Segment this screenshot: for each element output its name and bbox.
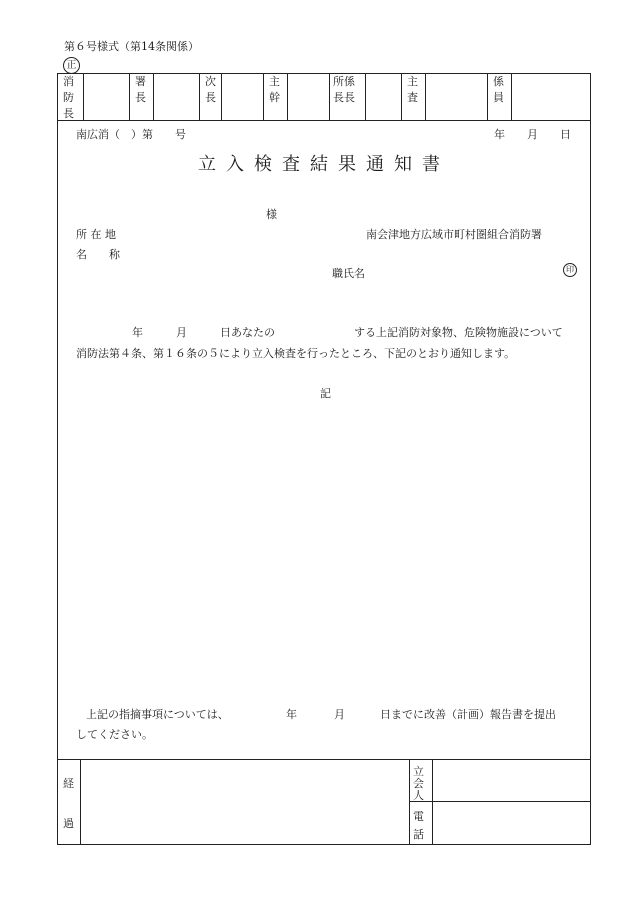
issue-date: 年 月 日 <box>494 128 571 141</box>
closing-month: 月 <box>334 708 345 721</box>
notice-body-frame <box>57 120 591 760</box>
witness-label-1: 立 <box>413 765 424 778</box>
approval-box-chief[interactable] <box>84 74 130 120</box>
form-number: 第６号様式（第14条関係） <box>64 40 199 53</box>
approval-box-section[interactable] <box>366 74 402 120</box>
addressee-honorific: 様 <box>266 208 277 221</box>
approval-label-station: 署 長 <box>130 74 154 120</box>
closing-year: 年 <box>286 708 297 721</box>
approval-box-staff[interactable] <box>512 74 590 120</box>
approval-box-deputy[interactable] <box>222 74 264 120</box>
phone-label-2: 話 <box>413 828 424 841</box>
progress-label-2: 過 <box>63 817 74 830</box>
approval-label-chief: 消 防 長 <box>58 74 84 120</box>
approval-box-station[interactable] <box>154 74 200 120</box>
page-title: 立入検査結果通知書 <box>198 154 450 175</box>
progress-label-1: 経 <box>63 777 74 790</box>
approval-label-staff: 係 員 <box>488 74 512 120</box>
closing-text-start: 上記の指摘事項については、 <box>86 708 229 721</box>
original-mark: 正 <box>63 57 80 74</box>
document-number: 南広消（ ）第 号 <box>76 128 186 141</box>
name-label: 名 称 <box>76 248 120 261</box>
closing-text-end: してください。 <box>76 728 153 741</box>
phone-field[interactable] <box>433 802 589 844</box>
witness-label-3: 人 <box>413 789 424 802</box>
approval-label-section: 所係 長長 <box>330 74 366 120</box>
approval-box-manager[interactable] <box>288 74 330 120</box>
location-label: 所 在 地 <box>76 228 116 241</box>
phone-label-1: 電 <box>413 810 424 823</box>
approval-label-inspector: 主 査 <box>402 74 426 120</box>
witness-label-2: 会 <box>413 777 424 790</box>
sender-organization: 南会津地方広域市町村圏組合消防署 <box>366 228 542 241</box>
witness-field[interactable] <box>433 760 589 800</box>
approval-box-inspector[interactable] <box>426 74 488 120</box>
notice-subject-text: する上記消防対象物、危険物施設について <box>354 326 563 339</box>
official-name-label: 職氏名 <box>332 267 365 280</box>
approval-label-manager: 主 幹 <box>264 74 288 120</box>
notice-date-text: 年 月 日あなたの <box>132 326 275 339</box>
approval-table <box>57 73 591 121</box>
ki-heading: 記 <box>320 387 331 400</box>
seal-mark: 印 <box>563 263 577 277</box>
progress-field[interactable] <box>80 760 407 844</box>
approval-label-deputy: 次 長 <box>200 74 222 120</box>
closing-text-rest: 日までに改善（計画）報告書を提出 <box>380 708 556 721</box>
divider <box>409 760 410 844</box>
notice-basis-text: 消防法第４条、第１６条の５により立入検査を行ったところ、下記のとおり通知します。 <box>76 347 516 360</box>
